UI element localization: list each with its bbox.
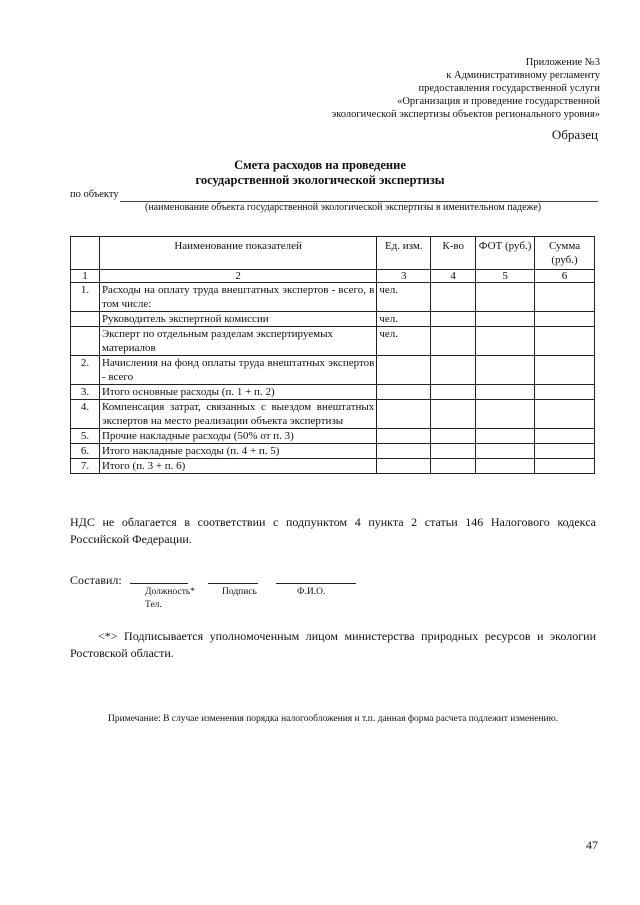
vat-statement: НДС не облагается в соответствии с подпунктом 4 пункта 2 статьи 146 Налогового кодекса Российской Федерации. — [70, 515, 596, 546]
row-payroll-cell — [476, 283, 535, 312]
position-label: Должность* — [145, 587, 195, 597]
row-payroll-cell — [476, 444, 535, 459]
row-qty-cell — [431, 429, 476, 444]
row-name: Итого (п. 3 + п. 6) — [99, 459, 376, 474]
row-number: 1. — [71, 283, 100, 312]
row-unit: чел. — [377, 327, 431, 356]
phone-label: Тел. — [145, 600, 162, 610]
position-blank-line — [130, 583, 188, 584]
footnote: <*> Подписывается уполномоченным лицом министерства природных ресурсов и экологии Ростовской области. — [70, 629, 596, 660]
column-number: 1 — [71, 270, 100, 283]
column-number: 3 — [377, 270, 431, 283]
row-payroll-cell — [476, 312, 535, 327]
row-unit — [377, 400, 431, 429]
row-unit: чел. — [377, 312, 431, 327]
row-sum-cell — [535, 459, 595, 474]
row-name: Расходы на оплату труда внештатных экспертов - всего, в том числе: — [99, 283, 376, 312]
row-number: 5. — [71, 429, 100, 444]
row-sum-cell — [535, 444, 595, 459]
title-line: государственной экологической экспертизы — [195, 173, 445, 187]
row-qty-cell — [431, 356, 476, 385]
header-cell: Ед. изм. — [377, 237, 431, 270]
table-header-row — [71, 237, 595, 270]
appendix-line: к Административному регламенту — [446, 70, 600, 81]
estimate-table — [70, 236, 595, 474]
row-number: 6. — [71, 444, 100, 459]
table-row — [71, 400, 595, 429]
object-hint: (наименование объекта государственной экологической экспертизы в именительном падеже) — [145, 202, 542, 213]
row-number: 7. — [71, 459, 100, 474]
row-payroll-cell — [476, 356, 535, 385]
row-name: Итого основные расходы (п. 1 + п. 2) — [99, 385, 376, 400]
row-unit — [377, 429, 431, 444]
document-title — [0, 158, 640, 188]
row-number: 4. — [71, 400, 100, 429]
appendix-header — [332, 56, 600, 121]
table-row — [71, 312, 595, 327]
table-row — [71, 429, 595, 444]
row-sum-cell — [535, 429, 595, 444]
full-name-label: Ф.И.О. — [297, 587, 326, 597]
row-number: 2. — [71, 356, 100, 385]
page-number: 47 — [586, 838, 598, 852]
row-unit — [377, 459, 431, 474]
row-payroll-cell — [476, 429, 535, 444]
object-label: по объекту — [70, 189, 119, 200]
row-sum-cell — [535, 327, 595, 356]
row-qty-cell — [431, 312, 476, 327]
composed-by-label: Составил: — [70, 573, 122, 587]
row-qty-cell — [431, 283, 476, 312]
row-payroll-cell — [476, 400, 535, 429]
row-sum-cell — [535, 385, 595, 400]
signature-blank-line — [208, 583, 258, 584]
row-unit — [377, 356, 431, 385]
row-qty-cell — [431, 444, 476, 459]
sample-label: Образец — [551, 127, 598, 142]
title-line: Смета расходов на проведение — [234, 158, 406, 172]
row-sum-cell — [535, 283, 595, 312]
row-name: Эксперт по отдельным разделам экспертируемых материалов — [99, 327, 376, 356]
row-qty-cell — [431, 459, 476, 474]
column-number: 4 — [431, 270, 476, 283]
row-number: 3. — [71, 385, 100, 400]
appendix-line: «Организация и проведение государственной — [397, 96, 600, 107]
row-name: Компенсация затрат, связанных с выездом внештатных экспертов на место реализации объекта экспертизы — [99, 400, 376, 429]
row-number — [71, 327, 100, 356]
header-cell: ФОТ (руб.) — [476, 237, 535, 270]
row-unit — [377, 385, 431, 400]
table-row — [71, 459, 595, 474]
table-row — [71, 444, 595, 459]
header-cell: Наименование показателей — [99, 237, 376, 270]
row-unit — [377, 444, 431, 459]
table-row — [71, 327, 595, 356]
column-number-row — [71, 270, 595, 283]
row-name: Руководитель экспертной комиссии — [99, 312, 376, 327]
signature-label: Подпись — [222, 587, 257, 597]
column-number: 2 — [99, 270, 376, 283]
row-qty-cell — [431, 327, 476, 356]
row-qty-cell — [431, 385, 476, 400]
appendix-line: предоставления государственной услуги — [418, 83, 600, 94]
object-field — [70, 189, 598, 203]
row-sum-cell — [535, 356, 595, 385]
note: Примечание: В случае изменения порядка налогообложения и т.п. данная форма расчета подлежит изменению. — [108, 714, 559, 724]
table-row — [71, 356, 595, 385]
name-blank-line — [276, 583, 356, 584]
column-number: 6 — [535, 270, 595, 283]
row-unit: чел. — [377, 283, 431, 312]
row-name: Начисления на фонд оплаты труда внештатных экспертов - всего — [99, 356, 376, 385]
row-qty-cell — [431, 400, 476, 429]
row-payroll-cell — [476, 327, 535, 356]
row-number — [71, 312, 100, 327]
column-number: 5 — [476, 270, 535, 283]
row-name: Итого накладные расходы (п. 4 + п. 5) — [99, 444, 376, 459]
row-sum-cell — [535, 312, 595, 327]
row-name: Прочие накладные расходы (50% от п. 3) — [99, 429, 376, 444]
header-cell: К-во — [431, 237, 476, 270]
appendix-line: экологической экспертизы объектов регионального уровня» — [331, 109, 600, 120]
row-payroll-cell — [476, 385, 535, 400]
table-row — [71, 283, 595, 312]
appendix-line: Приложение №3 — [525, 57, 600, 68]
row-sum-cell — [535, 400, 595, 429]
table-row — [71, 385, 595, 400]
row-payroll-cell — [476, 459, 535, 474]
header-cell: Сумма (руб.) — [535, 237, 595, 270]
header-cell — [71, 237, 100, 270]
